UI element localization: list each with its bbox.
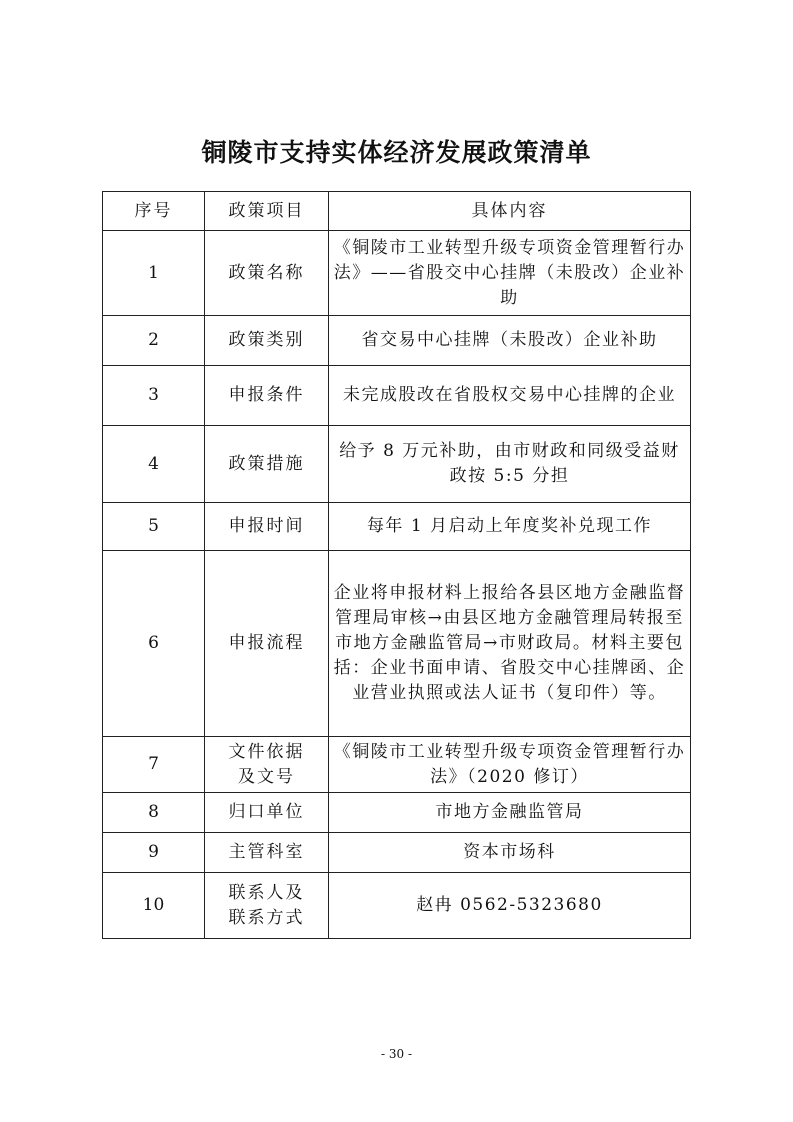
row-content: 给予 8 万元补助，由市财政和同级受益财政按 5:5 分担: [329, 426, 691, 503]
row-item: 政策名称: [205, 231, 329, 316]
table-row: [103, 793, 691, 833]
row-content: 资本市场科: [329, 833, 691, 873]
table-row: [103, 737, 691, 793]
table-row: [103, 551, 691, 737]
table-row: [103, 366, 691, 426]
row-content: 赵冉 0562-5323680: [329, 873, 691, 939]
row-number: 7: [103, 737, 205, 793]
table-row: [103, 231, 691, 316]
row-content: 企业将申报材料上报给各县区地方金融监督管理局审核→由县区地方金融管理局转报至市地方金融监管局→市财政局。材料主要包括：企业书面申请、省股交中心挂牌函、企业营业执照或法人证书（复印件）等。: [329, 551, 691, 737]
row-item: 政策措施: [205, 426, 329, 503]
table-row: [103, 873, 691, 939]
table-row: [103, 426, 691, 503]
policy-table: [102, 191, 691, 939]
table-row: [103, 316, 691, 366]
header-number: 序号: [103, 192, 205, 231]
row-content: 省交易中心挂牌（未股改）企业补助: [329, 316, 691, 366]
row-number: 3: [103, 366, 205, 426]
row-content: 每年 1 月启动上年度奖补兑现工作: [329, 503, 691, 551]
row-item: 文件依据及文号: [205, 737, 329, 793]
row-item: 政策类别: [205, 316, 329, 366]
row-item: 归口单位: [205, 793, 329, 833]
header-item: 政策项目: [205, 192, 329, 231]
row-item: 申报时间: [205, 503, 329, 551]
header-content: 具体内容: [329, 192, 691, 231]
row-number: 5: [103, 503, 205, 551]
table-row: [103, 833, 691, 873]
row-item: 主管科室: [205, 833, 329, 873]
row-item: 申报条件: [205, 366, 329, 426]
table-header-row: [103, 192, 691, 231]
row-content: 未完成股改在省股权交易中心挂牌的企业: [329, 366, 691, 426]
row-item: 申报流程: [205, 551, 329, 737]
table-row: [103, 503, 691, 551]
page-number: - 30 -: [380, 1047, 412, 1061]
row-number: 9: [103, 833, 205, 873]
row-number: 8: [103, 793, 205, 833]
row-item: 联系人及联系方式: [205, 873, 329, 939]
row-number: 2: [103, 316, 205, 366]
row-content: 《铜陵市工业转型升级专项资金管理暂行办法》（2020 修订）: [329, 737, 691, 793]
row-content: 市地方金融监管局: [329, 793, 691, 833]
row-number: 4: [103, 426, 205, 503]
page-title: 铜陵市支持实体经济发展政策清单: [201, 138, 592, 167]
row-number: 10: [103, 873, 205, 939]
row-number: 1: [103, 231, 205, 316]
row-content: 《铜陵市工业转型升级专项资金管理暂行办法》——省股交中心挂牌（未股改）企业补助: [329, 231, 691, 316]
row-number: 6: [103, 551, 205, 737]
